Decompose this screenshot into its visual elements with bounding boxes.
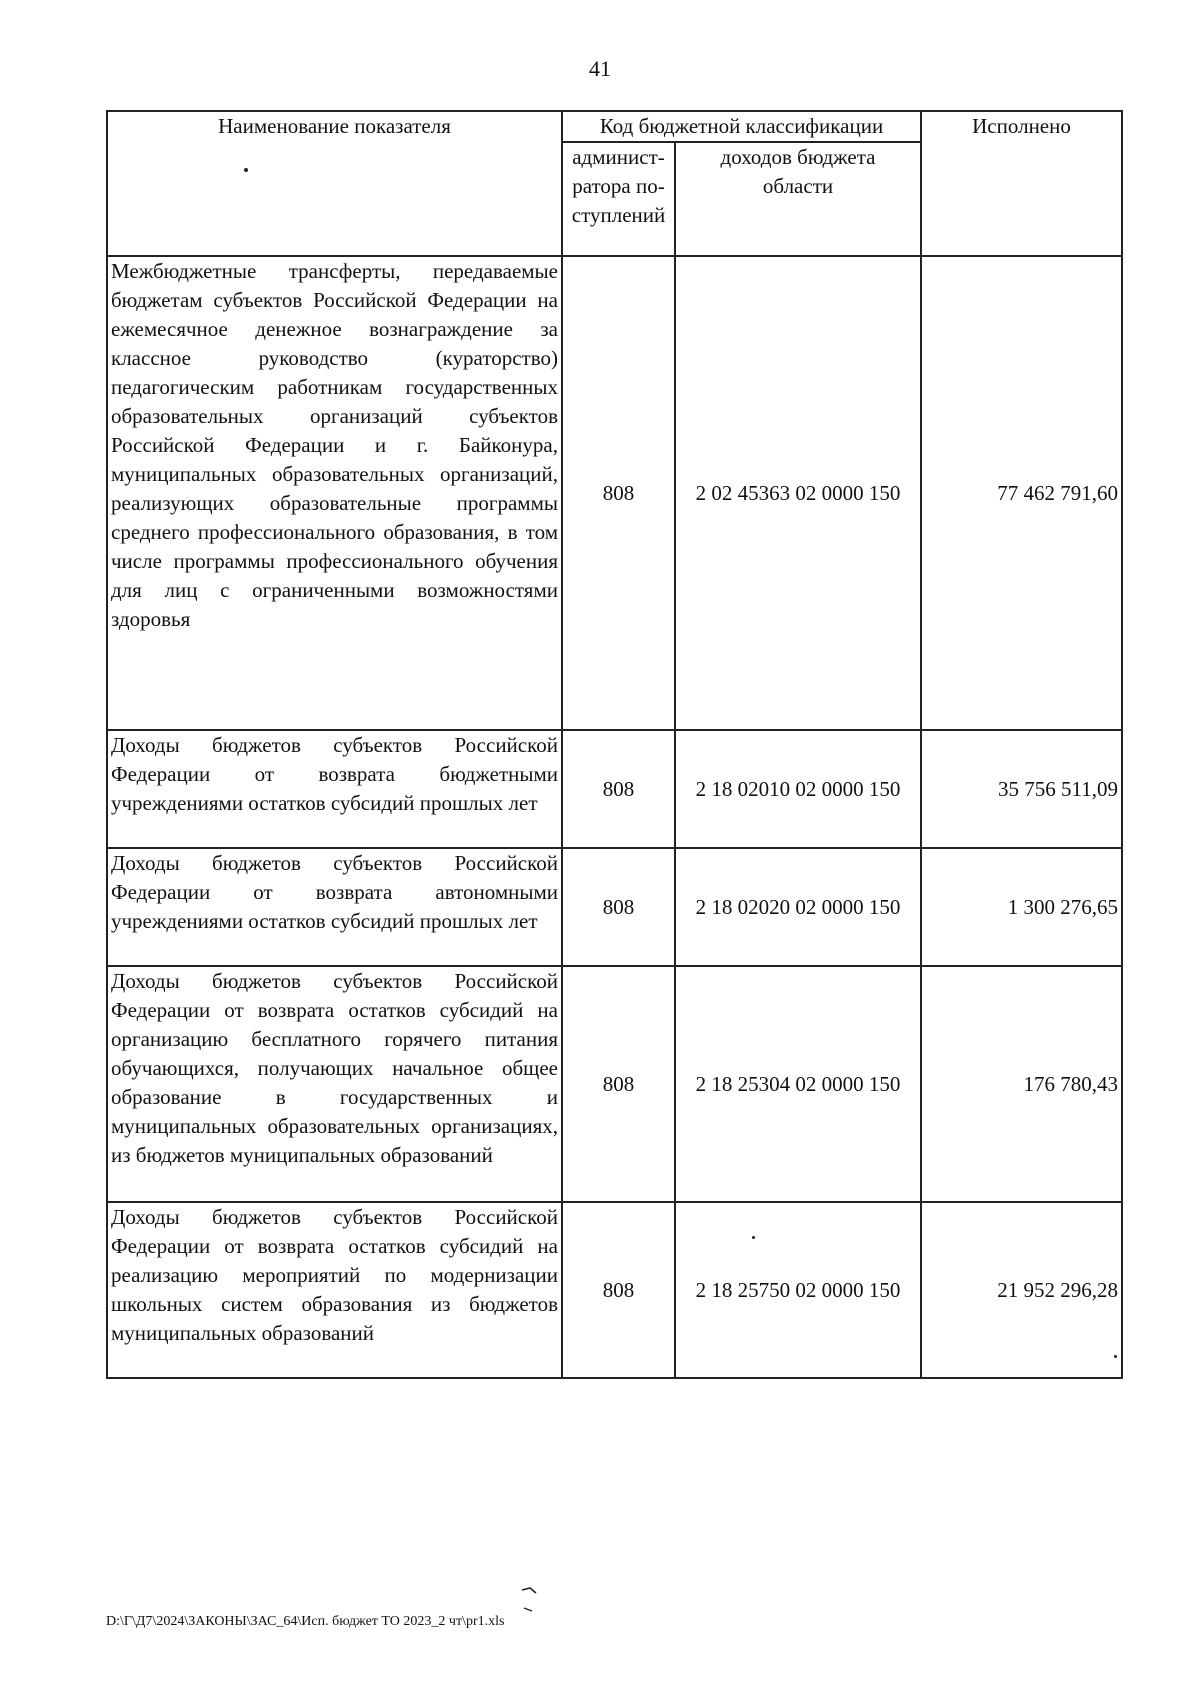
header-administrator (562, 142, 675, 256)
row-amount: 1 300 276,65 (921, 848, 1122, 966)
header-income-line: области (762, 174, 834, 198)
header-administrator-line: ратора по- (572, 174, 665, 198)
table-row (107, 730, 1122, 848)
table-row (107, 966, 1122, 1202)
row-admin-code: 808 (562, 966, 675, 1202)
row-amount: 176 780,43 (921, 966, 1122, 1202)
pen-mark-decoration (520, 1584, 544, 1614)
row-admin-code: 808 (562, 730, 675, 848)
header-administrator-line: админист- (572, 145, 665, 169)
row-indicator-name: Доходы бюджетов субъектов Российской Федерации от возврата бюджетными учреждениями остатков субсидий прошлых лет (107, 730, 562, 848)
footer-file-path: D:\Г\Д7\2024\ЗАКОНЫ\ЗАС_64\Исп. бюджет ТО 2023_2 чт\pr1.xls (106, 1614, 505, 1629)
scan-speck (244, 168, 248, 172)
table-row (107, 848, 1122, 966)
row-admin-code: 808 (562, 256, 675, 730)
row-indicator-name: Доходы бюджетов субъектов Российской Федерации от возврата автономными учреждениями остатков субсидий прошлых лет (107, 848, 562, 966)
row-admin-code: 808 (562, 848, 675, 966)
table-row (107, 256, 1122, 730)
row-kbk-code: 2 18 02010 02 0000 150 (675, 730, 921, 848)
header-indicator-name: Наименование показателя (107, 111, 562, 256)
row-amount: 35 756 511,09 (921, 730, 1122, 848)
row-amount: 77 462 791,60 (921, 256, 1122, 730)
row-kbk-code: 2 18 25750 02 0000 150 (675, 1202, 921, 1378)
scan-speck (752, 1236, 755, 1239)
row-kbk-code: 2 02 45363 02 0000 150 (675, 256, 921, 730)
header-regional-income (675, 142, 921, 256)
header-income-line: доходов бюджета (720, 145, 876, 169)
row-kbk-code: 2 18 25304 02 0000 150 (675, 966, 921, 1202)
row-kbk-code: 2 18 02020 02 0000 150 (675, 848, 921, 966)
row-admin-code: 808 (562, 1202, 675, 1378)
table-header (107, 111, 1122, 256)
header-executed: Исполнено (921, 111, 1122, 256)
row-amount: 21 952 296,28 (921, 1202, 1122, 1378)
table-row (107, 1202, 1122, 1378)
header-budget-code: Код бюджетной классификации (562, 111, 921, 142)
row-indicator-name: Доходы бюджетов субъектов Российской Федерации от возврата остатков субсидий на реализацию мероприятий по модернизации школьных систем образования из бюджетов муниципальных образований (107, 1202, 562, 1378)
row-indicator-name: Межбюджетные трансферты, передаваемые бюджетам субъектов Российской Федерации на ежемесячное денежное вознаграждение за классное руководство (кураторство) педагогическим работникам государственных образовательных организаций субъектов Российской Федерации и г. Байконура, муниципальных образовательных организаций, реализующих образовательные программы среднего профессионального образования, в том числе программы профессионального обучения для лиц с ограниченными возможностями здоровья (107, 256, 562, 730)
scan-speck (1114, 1355, 1117, 1358)
row-indicator-name: Доходы бюджетов субъектов Российской Федерации от возврата остатков субсидий на организацию бесплатного горячего питания обучающихся, получающих начальное общее образование в государственных и муниципальных образовательных организациях, из бюджетов муниципальных образований (107, 966, 562, 1202)
page-number: 41 (589, 56, 611, 81)
budget-table (106, 110, 1123, 1379)
header-administrator-line: ступлений (571, 203, 666, 227)
